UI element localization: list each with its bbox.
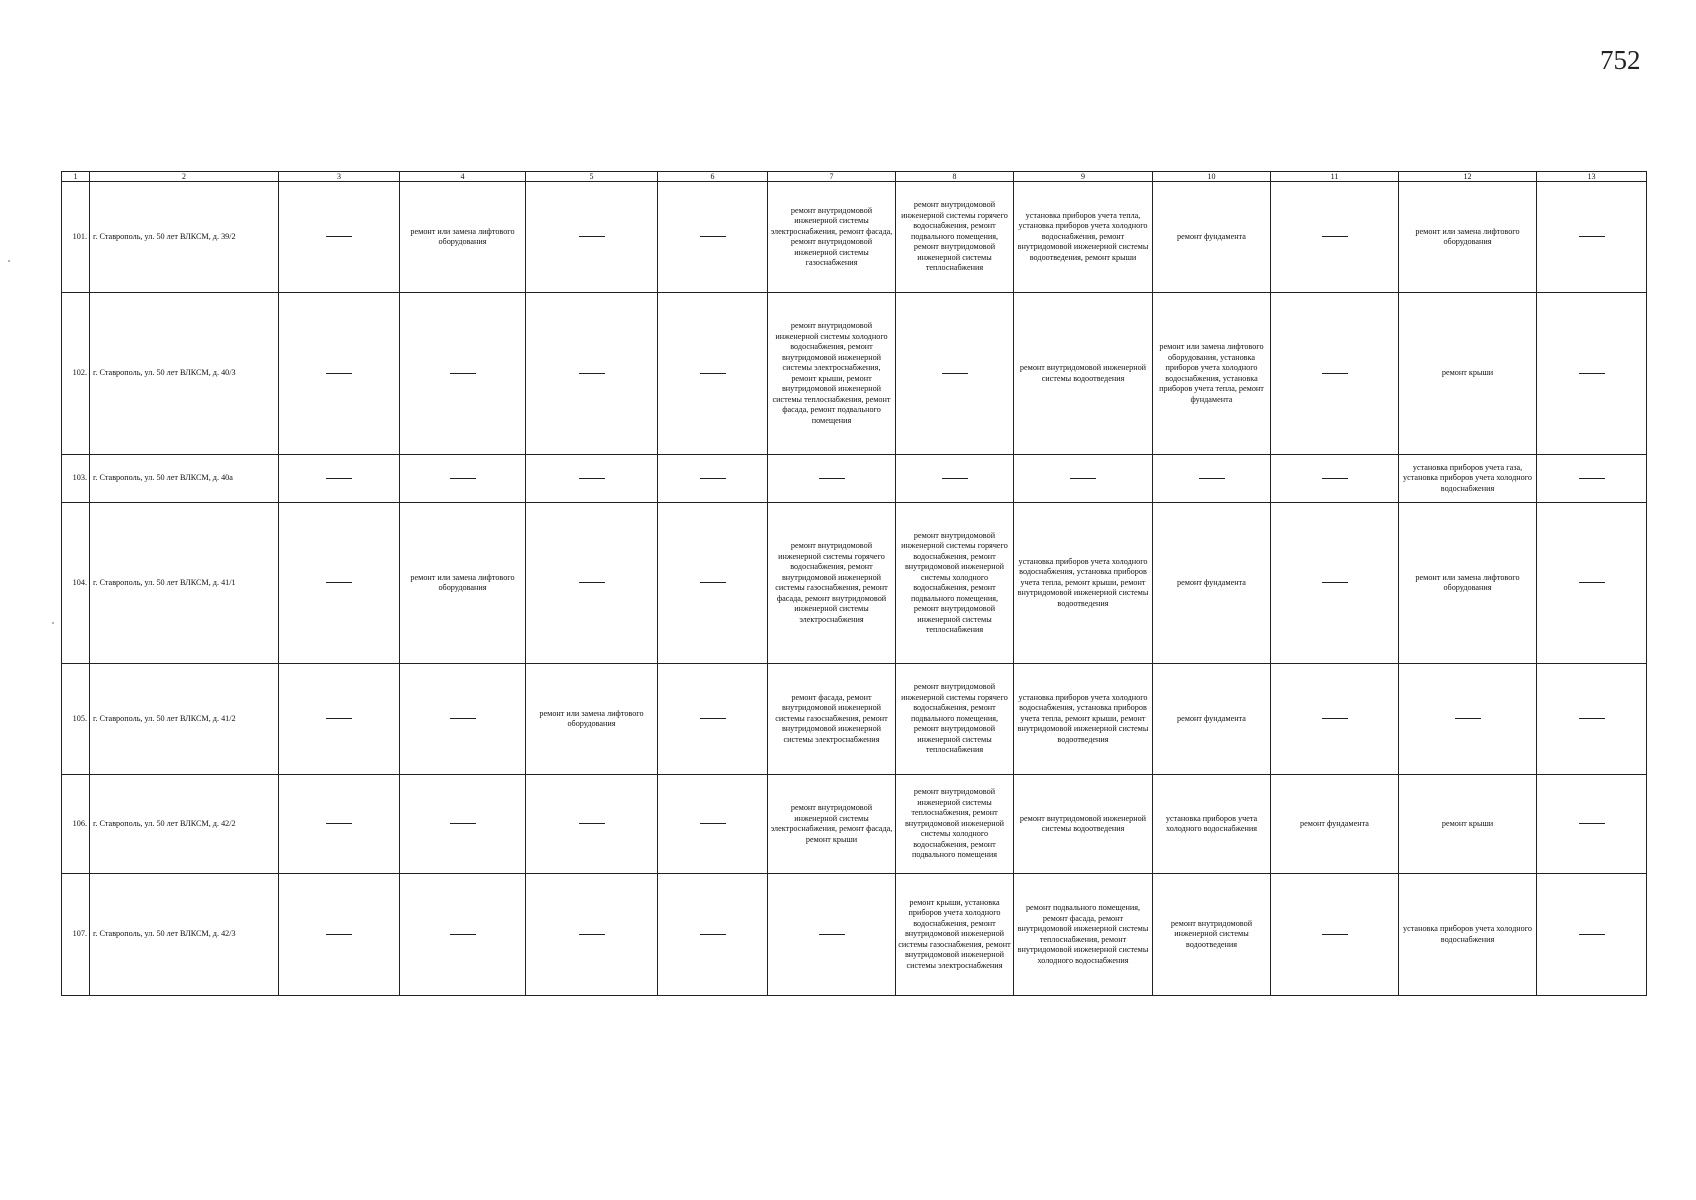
empty-dash-cell	[1537, 503, 1647, 664]
work-cell: ремонт или замена лифтового оборудования	[400, 503, 526, 664]
dash-mark	[700, 236, 726, 237]
work-cell: установка приборов учета холодного водоснабжения, установка приборов учета тепла, ремонт крыши, ремонт внутридомовой инженерной системы водоотведения	[1014, 664, 1153, 775]
address-cell: г. Ставрополь, ул. 50 лет ВЛКСМ, д. 42/3	[90, 874, 279, 996]
address-cell: г. Ставрополь, ул. 50 лет ВЛКСМ, д. 40а	[90, 455, 279, 503]
dash-mark	[942, 373, 968, 374]
work-cell: установка приборов учета холодного водоснабжения	[1399, 874, 1537, 996]
empty-dash-cell	[279, 503, 400, 664]
empty-dash-cell	[1271, 503, 1399, 664]
table-row	[62, 293, 1647, 455]
dash-mark	[1579, 236, 1605, 237]
scan-speck	[8, 260, 10, 262]
dash-mark	[819, 934, 845, 935]
work-cell: ремонт внутридомовой инженерной системы электроснабжения, ремонт фасада, ремонт крыши	[768, 775, 896, 874]
empty-dash-cell	[279, 874, 400, 996]
empty-dash-cell	[1271, 293, 1399, 455]
empty-dash-cell	[400, 874, 526, 996]
dash-mark	[1579, 718, 1605, 719]
work-cell: ремонт внутридомовой инженерной системы горячего водоснабжения, ремонт подвального помещения, ремонт внутридомовой инженерной системы теплоснабжения	[896, 182, 1014, 293]
dash-mark	[450, 934, 476, 935]
empty-dash-cell	[658, 455, 768, 503]
dash-mark	[450, 823, 476, 824]
work-cell: ремонт крыши, установка приборов учета холодного водоснабжения, ремонт внутридомовой инженерной системы газоснабжения, ремонт внутридомовой инженерной системы электроснабжения	[896, 874, 1014, 996]
empty-dash-cell	[768, 455, 896, 503]
work-cell: ремонт или замена лифтового оборудования	[1399, 182, 1537, 293]
empty-dash-cell	[1271, 455, 1399, 503]
work-cell: ремонт фундамента	[1271, 775, 1399, 874]
dash-mark	[579, 373, 605, 374]
table-row	[62, 874, 1647, 996]
dash-mark	[326, 478, 352, 479]
column-header: 1	[62, 172, 90, 182]
work-cell: ремонт внутридомовой инженерной системы электроснабжения, ремонт фасада, ремонт внутридомовой инженерной системы газоснабжения	[768, 182, 896, 293]
dash-mark	[700, 478, 726, 479]
row-number: 102.	[62, 293, 90, 455]
empty-dash-cell	[526, 775, 658, 874]
column-header: 12	[1399, 172, 1537, 182]
work-cell: ремонт внутридомовой инженерной системы горячего водоснабжения, ремонт внутридомовой инженерной системы газоснабжения, ремонт фасада, ремонт внутридомовой инженерной системы электроснабжения	[768, 503, 896, 664]
dash-mark	[1322, 934, 1348, 935]
work-cell: установка приборов учета газа, установка приборов учета холодного водоснабжения	[1399, 455, 1537, 503]
dash-mark	[819, 478, 845, 479]
empty-dash-cell	[658, 874, 768, 996]
empty-dash-cell	[400, 664, 526, 775]
table-row	[62, 182, 1647, 293]
dash-mark	[1322, 373, 1348, 374]
dash-mark	[326, 373, 352, 374]
dash-mark	[1579, 478, 1605, 479]
scan-speck	[52, 622, 54, 624]
row-number: 103.	[62, 455, 90, 503]
work-cell: ремонт внутридомовой инженерной системы водоотведения	[1014, 775, 1153, 874]
work-cell: ремонт фасада, ремонт внутридомовой инженерной системы газоснабжения, ремонт внутридомовой инженерной системы электроснабжения	[768, 664, 896, 775]
row-number: 104.	[62, 503, 90, 664]
dash-mark	[1579, 373, 1605, 374]
work-cell: ремонт внутридомовой инженерной системы горячего водоснабжения, ремонт подвального помещения, ремонт внутридомовой инженерной системы теплоснабжения	[896, 664, 1014, 775]
address-cell: г. Ставрополь, ул. 50 лет ВЛКСМ, д. 42/2	[90, 775, 279, 874]
empty-dash-cell	[526, 182, 658, 293]
dash-mark	[326, 718, 352, 719]
column-header: 4	[400, 172, 526, 182]
dash-mark	[450, 373, 476, 374]
row-number: 101.	[62, 182, 90, 293]
dash-mark	[326, 582, 352, 583]
empty-dash-cell	[896, 455, 1014, 503]
work-cell: установка приборов учета тепла, установка приборов учета холодного водоснабжения, ремонт внутридомовой инженерной системы водоотведения, ремонт крыши	[1014, 182, 1153, 293]
work-cell: ремонт фундамента	[1153, 503, 1271, 664]
work-cell: ремонт внутридомовой инженерной системы теплоснабжения, ремонт внутридомовой инженерной системы холодного водоснабжения, ремонт подвального помещения	[896, 775, 1014, 874]
empty-dash-cell	[1271, 874, 1399, 996]
column-header: 2	[90, 172, 279, 182]
dash-mark	[579, 823, 605, 824]
dash-mark	[326, 934, 352, 935]
empty-dash-cell	[1537, 455, 1647, 503]
empty-dash-cell	[279, 664, 400, 775]
empty-dash-cell	[1537, 874, 1647, 996]
empty-dash-cell	[279, 455, 400, 503]
dash-mark	[1199, 478, 1225, 479]
dash-mark	[579, 478, 605, 479]
empty-dash-cell	[658, 182, 768, 293]
work-cell: ремонт внутридомовой инженерной системы водоотведения	[1153, 874, 1271, 996]
column-header: 9	[1014, 172, 1153, 182]
empty-dash-cell	[658, 664, 768, 775]
repair-schedule-table	[61, 171, 1647, 996]
dash-mark	[700, 718, 726, 719]
dash-mark	[1322, 718, 1348, 719]
work-cell: ремонт подвального помещения, ремонт фасада, ремонт внутридомовой инженерной системы теплоснабжения, ремонт внутридомовой инженерной системы холодного водоснабжения	[1014, 874, 1153, 996]
work-cell: ремонт или замена лифтового оборудования	[400, 182, 526, 293]
work-cell: ремонт внутридомовой инженерной системы водоотведения	[1014, 293, 1153, 455]
empty-dash-cell	[1537, 182, 1647, 293]
dash-mark	[942, 478, 968, 479]
column-number-header-row	[62, 172, 1647, 182]
empty-dash-cell	[400, 775, 526, 874]
column-header: 3	[279, 172, 400, 182]
dash-mark	[1579, 823, 1605, 824]
dash-mark	[1579, 934, 1605, 935]
empty-dash-cell	[526, 293, 658, 455]
dash-mark	[1070, 478, 1096, 479]
column-header: 10	[1153, 172, 1271, 182]
dash-mark	[700, 582, 726, 583]
address-cell: г. Ставрополь, ул. 50 лет ВЛКСМ, д. 41/2	[90, 664, 279, 775]
dash-mark	[1579, 582, 1605, 583]
empty-dash-cell	[1537, 664, 1647, 775]
work-cell: ремонт или замена лифтового оборудования	[1399, 503, 1537, 664]
column-header: 7	[768, 172, 896, 182]
empty-dash-cell	[279, 775, 400, 874]
column-header: 8	[896, 172, 1014, 182]
column-header: 6	[658, 172, 768, 182]
dash-mark	[579, 582, 605, 583]
page-number: 752	[1600, 45, 1641, 75]
column-header: 11	[1271, 172, 1399, 182]
empty-dash-cell	[526, 503, 658, 664]
address-cell: г. Ставрополь, ул. 50 лет ВЛКСМ, д. 41/1	[90, 503, 279, 664]
empty-dash-cell	[1014, 455, 1153, 503]
row-number: 105.	[62, 664, 90, 775]
empty-dash-cell	[1537, 293, 1647, 455]
empty-dash-cell	[1271, 182, 1399, 293]
table-row	[62, 664, 1647, 775]
empty-dash-cell	[768, 874, 896, 996]
dash-mark	[700, 934, 726, 935]
dash-mark	[700, 373, 726, 374]
empty-dash-cell	[1399, 664, 1537, 775]
empty-dash-cell	[526, 874, 658, 996]
work-cell: ремонт или замена лифтового оборудования, установка приборов учета холодного водоснабжения, установка приборов учета тепла, ремонт фундамента	[1153, 293, 1271, 455]
empty-dash-cell	[400, 293, 526, 455]
dash-mark	[450, 478, 476, 479]
column-header: 13	[1537, 172, 1647, 182]
work-cell: ремонт фундамента	[1153, 182, 1271, 293]
dash-mark	[450, 718, 476, 719]
work-cell: ремонт фундамента	[1153, 664, 1271, 775]
dash-mark	[326, 236, 352, 237]
empty-dash-cell	[658, 503, 768, 664]
table-row	[62, 455, 1647, 503]
work-cell: ремонт крыши	[1399, 293, 1537, 455]
dash-mark	[579, 934, 605, 935]
empty-dash-cell	[1537, 775, 1647, 874]
work-cell: ремонт или замена лифтового оборудования	[526, 664, 658, 775]
work-cell: ремонт внутридомовой инженерной системы горячего водоснабжения, ремонт внутридомовой инженерной системы холодного водоснабжения, ремонт подвального помещения, ремонт внутридомовой инженерной системы теплоснабжения	[896, 503, 1014, 664]
empty-dash-cell	[279, 182, 400, 293]
dash-mark	[1322, 478, 1348, 479]
empty-dash-cell	[658, 775, 768, 874]
empty-dash-cell	[400, 455, 526, 503]
empty-dash-cell	[1153, 455, 1271, 503]
work-cell: установка приборов учета холодного водоснабжения	[1153, 775, 1271, 874]
table-row	[62, 775, 1647, 874]
dash-mark	[700, 823, 726, 824]
empty-dash-cell	[526, 455, 658, 503]
row-number: 107.	[62, 874, 90, 996]
dash-mark	[1322, 236, 1348, 237]
empty-dash-cell	[1271, 664, 1399, 775]
address-cell: г. Ставрополь, ул. 50 лет ВЛКСМ, д. 40/3	[90, 293, 279, 455]
dash-mark	[326, 823, 352, 824]
dash-mark	[1322, 582, 1348, 583]
dash-mark	[579, 236, 605, 237]
dash-mark	[1455, 718, 1481, 719]
address-cell: г. Ставрополь, ул. 50 лет ВЛКСМ, д. 39/2	[90, 182, 279, 293]
work-cell: ремонт крыши	[1399, 775, 1537, 874]
empty-dash-cell	[658, 293, 768, 455]
work-cell: установка приборов учета холодного водоснабжения, установка приборов учета тепла, ремонт крыши, ремонт внутридомовой инженерной системы водоотведения	[1014, 503, 1153, 664]
row-number: 106.	[62, 775, 90, 874]
column-header: 5	[526, 172, 658, 182]
empty-dash-cell	[896, 293, 1014, 455]
table-row	[62, 503, 1647, 664]
empty-dash-cell	[279, 293, 400, 455]
work-cell: ремонт внутридомовой инженерной системы холодного водоснабжения, ремонт внутридомовой инженерной системы электроснабжения, ремонт крыши, ремонт внутридомовой инженерной системы теплоснабжения, ремонт фасада, ремонт подвального помещения	[768, 293, 896, 455]
